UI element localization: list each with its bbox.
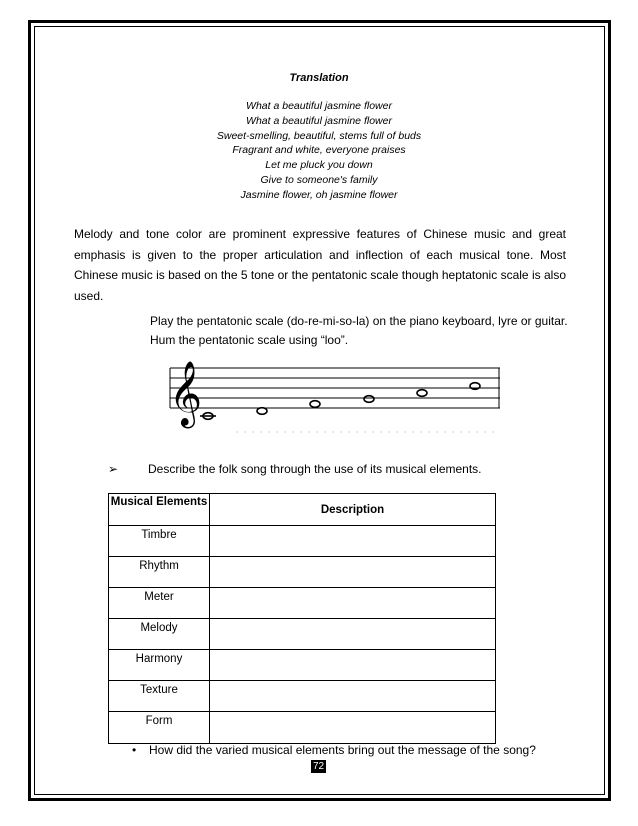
pentatonic-scale-staff — [166, 360, 500, 436]
translation-title: Translation — [289, 72, 349, 84]
body-paragraph: Melody and tone color are prominent expressive features of Chinese music and great emphasis is given to the proper articulation and inflection of each musical tone. Most Chinese music is based on the 5 tone or the pentatonic scale though heptatonic scale is also used. — [74, 227, 566, 303]
element-name: Meter — [109, 588, 210, 619]
table-row — [109, 526, 496, 557]
question-text: How did the varied musical elements bring out the message of the song? — [149, 743, 536, 757]
arrow-bullet-icon: ➢ — [108, 462, 119, 476]
lyric-line: Let me pluck you down — [265, 159, 373, 172]
element-name: Melody — [109, 619, 210, 650]
instruction-text: Play the pentatonic scale (do-re-mi-so-la) on the piano keyboard, lyre or guitar. Hum the pentatonic scale using “loo”. — [150, 314, 568, 347]
element-name: Timbre — [109, 526, 210, 557]
lyric-line: Fragrant and white, everyone praises — [232, 144, 406, 157]
note-mi — [310, 401, 320, 408]
description-cell[interactable] — [210, 588, 496, 619]
arrow-bullet-text: Describe the folk song through the use of its musical elements. — [148, 462, 482, 476]
lyric-line: Give to someone's family — [260, 173, 378, 186]
table-row — [109, 681, 496, 712]
lyric-line: What a beautiful jasmine flower — [246, 114, 392, 127]
translation-lyrics — [0, 99, 638, 203]
lyric-line: Jasmine flower, oh jasmine flower — [240, 188, 398, 201]
description-cell[interactable] — [210, 526, 496, 557]
table-row — [109, 588, 496, 619]
description-cell[interactable] — [210, 712, 496, 744]
table-row — [109, 619, 496, 650]
description-cell[interactable] — [210, 650, 496, 681]
element-name: Texture — [109, 681, 210, 712]
note-re — [257, 408, 267, 415]
table-row — [109, 712, 496, 744]
table-row — [109, 650, 496, 681]
note-la — [417, 390, 427, 397]
lyric-line: What a beautiful jasmine flower — [246, 100, 392, 112]
page-number: 72 — [313, 761, 325, 772]
header-description: Description — [210, 494, 496, 526]
table-header-row — [109, 494, 496, 526]
lyric-line: Sweet-smelling, beautiful, stems full of buds — [216, 129, 422, 142]
description-cell[interactable] — [210, 681, 496, 712]
table-row — [109, 557, 496, 588]
description-cell[interactable] — [210, 557, 496, 588]
treble-clef-icon: 𝄞 — [169, 361, 203, 426]
note-so — [364, 396, 374, 403]
element-name: Rhythm — [109, 557, 210, 588]
description-cell[interactable] — [210, 619, 496, 650]
musical-elements-table — [108, 493, 496, 744]
bullet-question — [132, 743, 536, 757]
bullet-dot-icon: • — [132, 743, 137, 757]
header-musical-elements: Musical Elements — [109, 494, 210, 526]
element-name: Form — [109, 712, 210, 744]
arrow-bullet-item — [108, 462, 482, 476]
staff-lines — [170, 368, 500, 408]
element-name: Harmony — [109, 650, 210, 681]
